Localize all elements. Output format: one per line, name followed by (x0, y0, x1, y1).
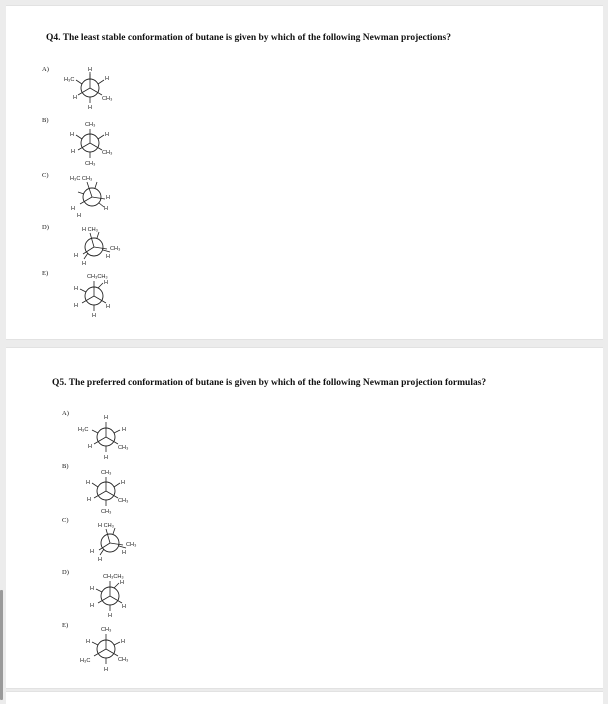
substituent-label: H (73, 95, 78, 101)
substituent-label: H (92, 313, 97, 319)
option-q5-c-letter: C) (62, 517, 69, 524)
question-q5: Q5. The preferred conformation of butane is given by which of the following Newman projection formulas? (52, 378, 487, 388)
newman-q5-e (76, 624, 156, 676)
substituent-label: CH₃ (118, 498, 129, 504)
substituent-label: H (105, 132, 110, 138)
newman-q4-c (60, 172, 132, 220)
substituent-label: H (98, 557, 103, 563)
substituent-label: H (88, 444, 93, 450)
substituent-label: H (71, 206, 76, 212)
substituent-label: CH₃ (101, 509, 112, 515)
option-q5-a-letter: A) (62, 410, 69, 417)
substituent-label: H (90, 586, 95, 592)
newman-q4-e (60, 271, 140, 321)
substituent-label: H (122, 427, 127, 433)
option-q4-b-letter: B) (42, 117, 49, 124)
substituent-label: H (87, 497, 92, 503)
substituent-label: H (122, 604, 127, 610)
option-q5-d-letter: D) (62, 569, 69, 576)
substituent-label: H (77, 213, 82, 219)
option-q4-d-letter: D) (42, 224, 49, 231)
newman-q5-b (76, 467, 156, 517)
next-card-edge (6, 691, 603, 704)
option-q4-e-letter: E) (42, 270, 49, 277)
newman-q4-d (60, 224, 140, 270)
substituent-label: H (74, 253, 79, 259)
substituent-label: H CH₃ (82, 227, 98, 233)
substituent-label: CH₃CH₃ (103, 574, 124, 580)
newman-q5-c (76, 520, 156, 566)
substituent-label: H (70, 132, 75, 138)
substituent-label: CH₃ (126, 542, 137, 548)
substituent-label: CH₃ (118, 445, 129, 451)
substituent-label: H (108, 613, 113, 619)
substituent-label: CH₃ (110, 246, 121, 252)
substituent-label: CH₃ (101, 470, 112, 476)
substituent-label: H (104, 667, 109, 673)
substituent-label: H (104, 455, 109, 461)
substituent-label: H (106, 195, 111, 201)
substituent-label: H (82, 261, 87, 267)
substituent-label: H (121, 639, 126, 645)
substituent-label: CH₃CH₃ (87, 274, 108, 280)
newman-q5-a (76, 411, 156, 463)
substituent-label: H (86, 480, 91, 486)
substituent-label: CH₃ (85, 122, 96, 128)
substituent-label: H (74, 286, 79, 292)
question-card-q5 (6, 347, 603, 689)
substituent-label: H (121, 480, 126, 486)
option-q5-e-letter: E) (62, 622, 69, 629)
substituent-label: H (90, 549, 95, 555)
substituent-label: H (104, 415, 109, 421)
substituent-label: H (71, 149, 76, 155)
substituent-label: H (104, 280, 109, 286)
substituent-label: H (86, 639, 91, 645)
substituent-label: H (104, 206, 109, 212)
substituent-label: H₃C (64, 77, 75, 83)
scrollbar-thumb[interactable] (0, 590, 3, 700)
question-q4: Q4. The least stable conformation of butane is given by which of the following Newman projections? (46, 33, 451, 43)
newman-q5-d (76, 571, 156, 621)
option-q4-a-letter: A) (42, 66, 49, 73)
substituent-label: H₃C (80, 658, 91, 664)
substituent-label: H (88, 67, 93, 73)
substituent-label: CH₃ (102, 96, 113, 102)
substituent-label: H (106, 304, 111, 310)
newman-q4-a (60, 66, 132, 114)
substituent-label: H (106, 254, 111, 260)
substituent-label: H₃C (78, 427, 89, 433)
substituent-label: H (90, 603, 95, 609)
option-q5-b-letter: B) (62, 463, 69, 470)
substituent-label: H (122, 550, 127, 556)
substituent-label: H CH₃ (98, 523, 114, 529)
substituent-label: H (88, 105, 93, 111)
substituent-label: CH₃ (101, 627, 112, 633)
substituent-label: CH₃ (102, 150, 113, 156)
substituent-label: H (105, 76, 110, 82)
substituent-label: H (74, 303, 79, 309)
substituent-label: H₃C CH₃ (70, 176, 93, 182)
substituent-label: CH₃ (118, 657, 129, 663)
substituent-label: CH₃ (85, 161, 96, 167)
substituent-label: H (120, 580, 125, 586)
question-card-q4 (6, 5, 603, 340)
option-q4-c-letter: C) (42, 172, 49, 179)
newman-q4-b (60, 119, 132, 169)
